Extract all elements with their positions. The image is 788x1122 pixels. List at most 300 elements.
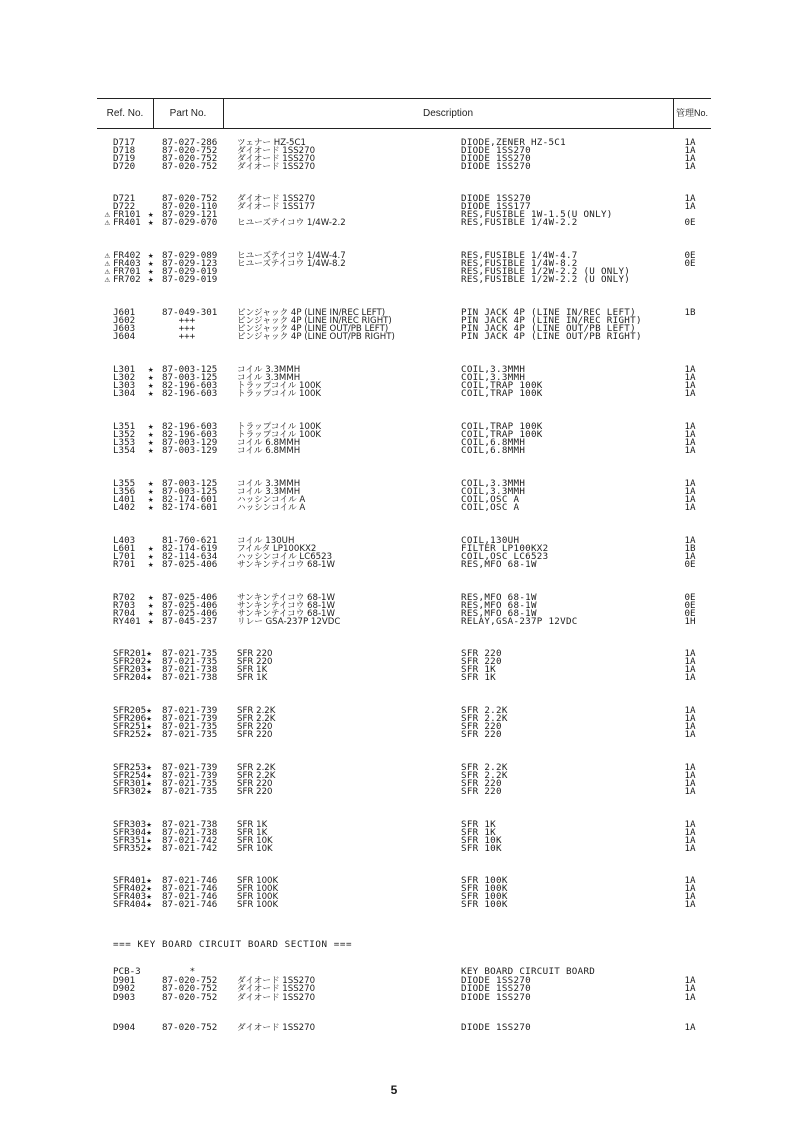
ref-no: J604 xyxy=(113,331,136,342)
part-no: 87-021-735 xyxy=(162,656,218,667)
part-no: 87-045-237 xyxy=(162,616,218,627)
table-row xyxy=(0,275,788,285)
management-no: 1A xyxy=(684,421,696,432)
warning-icon: ⚠ xyxy=(104,266,110,277)
part-no: 82-174-619 xyxy=(162,543,218,554)
description: SFR 2.2K xyxy=(461,770,508,781)
part-no: 87-021-735 xyxy=(162,786,218,797)
ref-no: L601 xyxy=(113,543,136,554)
part-no: 87-025-406 xyxy=(162,559,218,570)
management-no: 1A xyxy=(684,974,696,986)
japanese-name: ダイオード 1SS270 xyxy=(237,984,316,994)
description: SFR 100K xyxy=(461,883,508,894)
management-no: 1A xyxy=(684,478,696,489)
management-no: 0E xyxy=(684,217,696,228)
safety-star-icon: ★ xyxy=(148,543,154,554)
ref-no: SFR251★ xyxy=(113,721,152,732)
description: PIN JACK 4P (LINE IN/REC RIGHT) xyxy=(461,315,642,326)
description: DIODE 1SS270 xyxy=(461,145,531,156)
description: DIODE 1SS270 xyxy=(461,1022,531,1033)
japanese-name: ピンジャック 4P (LINE IN/REC LEFT) xyxy=(237,308,386,318)
ref-no: L302 xyxy=(113,372,136,383)
japanese-name: ピンジャック 4P (LINE OUT/PB RIGHT) xyxy=(237,332,395,342)
page-number: 5 xyxy=(390,1083,398,1097)
safety-star-icon: ★ xyxy=(148,209,154,220)
ref-no: D904 xyxy=(113,1022,136,1033)
safety-star-icon: ★ xyxy=(148,592,154,603)
part-no: 87-021-738 xyxy=(162,819,218,830)
table-row xyxy=(0,993,788,1003)
part-no: 87-021-738 xyxy=(162,664,218,675)
japanese-name: ピンジャック 4P (LINE IN/REC RIGHT) xyxy=(237,316,392,326)
ref-no: SFR304★ xyxy=(113,827,152,838)
management-no: 0E xyxy=(684,600,696,611)
table-header xyxy=(97,98,711,129)
table-row xyxy=(0,389,788,399)
japanese-name: コイル 3.3MMH xyxy=(237,373,301,383)
part-no: 87-020-752 xyxy=(162,153,218,164)
part-no: 81-760-621 xyxy=(162,535,218,546)
management-no: 1A xyxy=(684,729,696,740)
description: DIODE 1SS270 xyxy=(461,991,531,1003)
safety-star-icon: ★ xyxy=(148,258,154,269)
japanese-name: SFR 220 xyxy=(237,649,273,659)
section-title: === KEY BOARD CIRCUIT BOARD SECTION === xyxy=(113,939,353,950)
part-no: 82-114-634 xyxy=(162,551,218,562)
safety-star-icon: ★ xyxy=(148,274,154,285)
japanese-name: ハッシンコイル A xyxy=(237,495,306,505)
management-no: 1A xyxy=(684,145,696,156)
header-part: Part No. xyxy=(169,108,207,119)
ref-no: J602 xyxy=(113,315,136,326)
japanese-name: ヒユーズテイコウ 1/4W-4.7 xyxy=(237,251,346,261)
management-no: 1A xyxy=(684,137,696,148)
description: SFR 100K xyxy=(461,875,508,886)
safety-star-icon: ★ xyxy=(148,250,154,261)
management-no: 1A xyxy=(684,437,696,448)
description: DIODE 1SS270 xyxy=(461,983,531,994)
safety-star-icon: ★ xyxy=(148,616,154,627)
japanese-name: ダイオード 1SS177 xyxy=(237,202,316,212)
description: RES,MFO 68-1W xyxy=(461,592,537,603)
ref-no: SFR204★ xyxy=(113,672,152,683)
part-no: 87-020-752 xyxy=(162,161,218,172)
management-no: 0E xyxy=(684,608,696,619)
management-no: 1A xyxy=(684,551,696,562)
part-no: 82-174-601 xyxy=(162,502,218,513)
part-no: 87-025-406 xyxy=(162,600,218,611)
description: SFR 2.2K xyxy=(461,705,508,716)
ref-no: D719 xyxy=(113,153,136,164)
warning-icon: ⚠ xyxy=(104,209,110,220)
description: RES,MFO 68-1W xyxy=(461,608,537,619)
ref-no: SFR205★ xyxy=(113,705,152,716)
ref-no: L303 xyxy=(113,380,136,391)
part-no: 87-020-752 xyxy=(162,991,218,1003)
management-no: 1A xyxy=(684,778,696,789)
safety-star-icon: ★ xyxy=(148,486,154,497)
part-no: 82-196-603 xyxy=(162,380,218,391)
part-no: 87-021-739 xyxy=(162,705,218,716)
table-row xyxy=(0,617,788,627)
ref-no: R701 xyxy=(113,559,136,570)
part-no: 82-196-603 xyxy=(162,429,218,440)
japanese-name: サンキンテイコウ 68-1W xyxy=(237,593,336,603)
ref-no: D722 xyxy=(113,201,136,212)
part-no: 87-021-746 xyxy=(162,899,218,910)
description: PIN JACK 4P (LINE OUT/PB LEFT) xyxy=(461,323,636,334)
japanese-name: サンキンテイコウ 68-1W xyxy=(237,601,336,611)
part-no: 87-021-746 xyxy=(162,891,218,902)
ref-no: SFR402★ xyxy=(113,883,152,894)
part-no: +++ xyxy=(162,315,196,326)
description: COIL,TRAP 100K xyxy=(461,429,543,440)
management-no: 1B xyxy=(684,307,696,318)
safety-star-icon: ★ xyxy=(148,478,154,489)
japanese-name: ハッシンコイル LC6523 xyxy=(237,552,333,562)
description: DIODE 1SS270 xyxy=(461,974,531,986)
management-no: 1A xyxy=(684,835,696,846)
part-no: 87-020-752 xyxy=(162,974,218,986)
ref-no: L401 xyxy=(113,494,136,505)
management-no: 1A xyxy=(684,380,696,391)
description: SFR 220 xyxy=(461,648,502,659)
part-no: 87-020-752 xyxy=(162,1022,218,1033)
japanese-name: ヒユーズテイコウ 1/4W-2.2 xyxy=(237,218,346,228)
japanese-name: SFR 220 xyxy=(237,722,273,732)
safety-star-icon: ★ xyxy=(148,217,154,228)
ref-no: SFR254★ xyxy=(113,770,152,781)
ref-no: R702 xyxy=(113,592,136,603)
description: SFR 2.2K xyxy=(461,762,508,773)
part-no: 87-021-746 xyxy=(162,875,218,886)
description: RELAY,GSA-237P 12VDC xyxy=(461,616,578,627)
management-no: 1A xyxy=(684,770,696,781)
description: COIL,3.3MMH xyxy=(461,478,526,489)
part-no: +++ xyxy=(162,331,196,342)
japanese-name: ダイオード 1SS270 xyxy=(237,146,316,156)
description: SFR 1K xyxy=(461,819,496,830)
description: SFR 220 xyxy=(461,729,502,740)
management-no: 0E xyxy=(684,559,696,570)
description: COIL,OSC A xyxy=(461,494,520,505)
management-no: 1B xyxy=(684,543,696,554)
part-no: 87-021-738 xyxy=(162,827,218,838)
management-no: 1A xyxy=(684,502,696,513)
part-no: 87-029-089 xyxy=(162,250,218,261)
ref-no: FR702 xyxy=(113,274,141,285)
part-no: 87-021-742 xyxy=(162,843,218,854)
japanese-name: コイル 130UH xyxy=(237,536,295,546)
description: RES,FUSIBLE 1/2W-2.2 (U ONLY) xyxy=(461,274,631,285)
description: COIL,6.8MMH xyxy=(461,437,526,448)
management-no: 1A xyxy=(684,656,696,667)
ref-no: SFR401★ xyxy=(113,875,152,886)
ref-no: RY401 xyxy=(113,616,141,627)
part-no: 87-021-739 xyxy=(162,713,218,724)
part-no: 87-029-121 xyxy=(162,209,218,220)
japanese-name: SFR 220 xyxy=(237,787,273,797)
description: COIL,OSC LC6523 xyxy=(461,551,549,562)
ref-no: D902 xyxy=(113,983,136,994)
management-no: 1A xyxy=(684,494,696,505)
management-no: 1A xyxy=(684,429,696,440)
japanese-name: コイル 3.3MMH xyxy=(237,487,301,497)
japanese-name: ダイオード 1SS270 xyxy=(237,194,316,204)
ref-no: L355 xyxy=(113,478,136,489)
part-no: 87-021-735 xyxy=(162,648,218,659)
management-no: 1A xyxy=(684,891,696,902)
warning-icon: ⚠ xyxy=(104,258,110,269)
japanese-name: ツェナー HZ-5C1 xyxy=(237,138,306,148)
description: SFR 100K xyxy=(461,891,508,902)
japanese-name: SFR 1K xyxy=(237,828,268,838)
japanese-name: SFR 220 xyxy=(237,730,273,740)
ref-no: J603 xyxy=(113,323,136,334)
management-no: 1A xyxy=(684,983,696,994)
table-row xyxy=(0,730,788,740)
description: COIL,3.3MMH xyxy=(461,486,526,497)
part-no: 87-029-123 xyxy=(162,258,218,269)
description: RES,FUSIBLE 1W-1.5(U ONLY) xyxy=(461,209,613,220)
description: RES,FUSIBLE 1/2W-2.2 (U ONLY) xyxy=(461,266,631,277)
description: SFR 10K xyxy=(461,835,502,846)
management-no: 0E xyxy=(684,258,696,269)
japanese-name: SFR 1K xyxy=(237,820,268,830)
description: SFR 220 xyxy=(461,786,502,797)
japanese-name: リレー GSA-237P 12VDC xyxy=(237,617,341,627)
safety-star-icon: ★ xyxy=(148,608,154,619)
japanese-name: コイル 3.3MMH xyxy=(237,365,301,375)
safety-star-icon: ★ xyxy=(148,502,154,513)
part-no: 87-003-129 xyxy=(162,437,218,448)
japanese-name: トラップコイル 100K xyxy=(237,430,322,440)
japanese-name: コイル 6.8MMH xyxy=(237,438,301,448)
part-no: 87-027-286 xyxy=(162,137,218,148)
description: COIL,3.3MMH xyxy=(461,364,526,375)
ref-no: FR402 xyxy=(113,250,141,261)
ref-no: L301 xyxy=(113,364,136,375)
description: SFR 1K xyxy=(461,827,496,838)
management-no: 1A xyxy=(684,786,696,797)
management-no: 1A xyxy=(684,372,696,383)
table-row xyxy=(0,446,788,456)
part-no: 87-029-019 xyxy=(162,266,218,277)
japanese-name: SFR 100K xyxy=(237,892,279,902)
table-row xyxy=(0,787,788,797)
safety-star-icon: ★ xyxy=(148,266,154,277)
description: DIODE 1SS177 xyxy=(461,201,531,212)
part-no: 82-196-603 xyxy=(162,421,218,432)
japanese-name: トラップコイル 100K xyxy=(237,381,322,391)
management-no: 1A xyxy=(684,153,696,164)
description: COIL,TRAP 100K xyxy=(461,388,543,399)
management-no: 1A xyxy=(684,193,696,204)
part-no: 82-174-601 xyxy=(162,494,218,505)
part-no: 87-020-752 xyxy=(162,983,218,994)
description: SFR 1K xyxy=(461,664,496,675)
ref-no: PCB-3 xyxy=(113,966,141,977)
ref-no: D720 xyxy=(113,161,136,172)
japanese-name: SFR 1K xyxy=(237,665,268,675)
ref-no: SFR301★ xyxy=(113,778,152,789)
management-no: 0E xyxy=(684,592,696,603)
table-row xyxy=(0,332,788,342)
ref-no: SFR253★ xyxy=(113,762,152,773)
description: COIL,OSC A xyxy=(461,502,520,513)
ref-no: SFR252★ xyxy=(113,729,152,740)
ref-no: D717 xyxy=(113,137,136,148)
ref-no: SFR201★ xyxy=(113,648,152,659)
part-no: 87-025-406 xyxy=(162,592,218,603)
management-no: 1A xyxy=(684,388,696,399)
ref-no: L352 xyxy=(113,429,136,440)
description: SFR 220 xyxy=(461,721,502,732)
part-no: +++ xyxy=(162,323,196,334)
ref-no: L304 xyxy=(113,388,136,399)
ref-no: SFR302★ xyxy=(113,786,152,797)
management-no: 1A xyxy=(684,201,696,212)
part-no: 87-025-406 xyxy=(162,608,218,619)
ref-no: SFR202★ xyxy=(113,656,152,667)
part-no: 87-021-739 xyxy=(162,770,218,781)
ref-no: R704 xyxy=(113,608,136,619)
safety-star-icon: ★ xyxy=(148,559,154,570)
japanese-name: SFR 100K xyxy=(237,876,279,886)
description: KEY BOARD CIRCUIT BOARD xyxy=(461,966,596,977)
safety-star-icon: ★ xyxy=(148,494,154,505)
japanese-name: SFR 10K xyxy=(237,844,273,854)
description: COIL,TRAP 100K xyxy=(461,380,543,391)
description: SFR 2.2K xyxy=(461,713,508,724)
ref-no: L403 xyxy=(113,535,136,546)
japanese-name: SFR 2.2K xyxy=(237,714,276,724)
table-row xyxy=(0,673,788,683)
management-no: 1A xyxy=(684,648,696,659)
japanese-name: SFR 100K xyxy=(237,900,279,910)
japanese-name: トラップコイル 100K xyxy=(237,422,322,432)
ref-no: L402 xyxy=(113,502,136,513)
management-no: 1A xyxy=(684,535,696,546)
ref-no: D721 xyxy=(113,193,136,204)
description: PIN JACK 4P (LINE OUT/PB RIGHT) xyxy=(461,331,642,342)
part-no: 87-003-125 xyxy=(162,478,218,489)
ref-no: FR701 xyxy=(113,266,141,277)
japanese-name: SFR 2.2K xyxy=(237,771,276,781)
management-no: 0E xyxy=(684,250,696,261)
management-no: 1A xyxy=(684,819,696,830)
ref-no: L354 xyxy=(113,445,136,456)
ref-no: L351 xyxy=(113,421,136,432)
ref-no: SFR403★ xyxy=(113,891,152,902)
japanese-name: SFR 100K xyxy=(237,884,279,894)
description: DIODE 1SS270 xyxy=(461,153,531,164)
ref-no: L353 xyxy=(113,437,136,448)
management-no: 1H xyxy=(684,616,696,627)
management-no: 1A xyxy=(684,445,696,456)
ref-no: D903 xyxy=(113,991,136,1003)
japanese-name: ピンジャック 4P (LINE OUT/PB LEFT) xyxy=(237,324,389,334)
part-no: 87-021-738 xyxy=(162,672,218,683)
safety-star-icon: ★ xyxy=(148,421,154,432)
ref-no: SFR404★ xyxy=(113,899,152,910)
part-no: 87-003-125 xyxy=(162,372,218,383)
description: PIN JACK 4P (LINE IN/REC LEFT) xyxy=(461,307,636,318)
management-no: 1A xyxy=(684,899,696,910)
japanese-name: SFR 2.2K xyxy=(237,763,276,773)
table-row xyxy=(0,218,788,228)
management-no: 1A xyxy=(684,705,696,716)
part-no: 87-021-742 xyxy=(162,835,218,846)
ref-no: FR401 xyxy=(113,217,141,228)
japanese-name: SFR 10K xyxy=(237,836,273,846)
part-no: 87-020-752 xyxy=(162,145,218,156)
japanese-name: ダイオード 1SS270 xyxy=(237,1023,316,1033)
ref-no: SFR203★ xyxy=(113,664,152,675)
japanese-name: サンキンテイコウ 68-1W xyxy=(237,560,336,570)
description: SFR 1K xyxy=(461,672,496,683)
part-no: 87-021-739 xyxy=(162,762,218,773)
japanese-name: コイル 3.3MMH xyxy=(237,479,301,489)
ref-no: L701 xyxy=(113,551,136,562)
safety-star-icon: ★ xyxy=(148,437,154,448)
header-mgmt-no: 管理No. xyxy=(675,108,708,118)
description: RES,MFO 68-1W xyxy=(461,559,537,570)
part-no: 87-029-070 xyxy=(162,217,218,228)
japanese-name: トラップコイル 100K xyxy=(237,389,322,399)
safety-star-icon: ★ xyxy=(148,364,154,375)
management-no: 1A xyxy=(684,713,696,724)
ref-no: D718 xyxy=(113,145,136,156)
header-ref: Ref. No. xyxy=(106,108,144,119)
japanese-name: SFR 220 xyxy=(237,657,273,667)
table-row xyxy=(0,844,788,854)
description: RES,FUSIBLE 1/4W-8.2 xyxy=(461,258,578,269)
japanese-name: ダイオード 1SS270 xyxy=(237,992,316,1003)
management-no: 1A xyxy=(684,364,696,375)
warning-icon: ⚠ xyxy=(104,250,110,261)
part-no: 82-196-603 xyxy=(162,388,218,399)
management-no: 1A xyxy=(684,161,696,172)
part-no: 87-003-125 xyxy=(162,364,218,375)
part-no: 87-049-301 xyxy=(162,307,218,318)
table-row xyxy=(0,503,788,513)
description: RES,MFO 68-1W xyxy=(461,600,537,611)
management-no: 1A xyxy=(684,1022,696,1033)
japanese-name: ダイオード 1SS270 xyxy=(237,162,316,172)
table-row xyxy=(0,162,788,172)
table-row xyxy=(0,900,788,910)
management-no: 1A xyxy=(684,843,696,854)
management-no: 1A xyxy=(684,883,696,894)
ref-no: J601 xyxy=(113,307,136,318)
description: SFR 10K xyxy=(461,843,502,854)
description: DIODE,ZENER HZ-5C1 xyxy=(461,137,566,148)
description: SFR 220 xyxy=(461,656,502,667)
management-no: 1A xyxy=(684,762,696,773)
description: RES,FUSIBLE 1/4W-4.7 xyxy=(461,250,578,261)
ref-no: FR403 xyxy=(113,258,141,269)
japanese-name: コイル 6.8MMH xyxy=(237,446,301,456)
japanese-name: サンキンテイコウ 68-1W xyxy=(237,609,336,619)
management-no: 1A xyxy=(684,875,696,886)
description: COIL,130UH xyxy=(461,535,520,546)
warning-icon: ⚠ xyxy=(104,217,110,228)
part-no: 87-029-019 xyxy=(162,274,218,285)
japanese-name: フイルタ LP100KX2 xyxy=(237,544,317,554)
management-no: 1A xyxy=(684,664,696,675)
description: COIL,3.3MMH xyxy=(461,372,526,383)
